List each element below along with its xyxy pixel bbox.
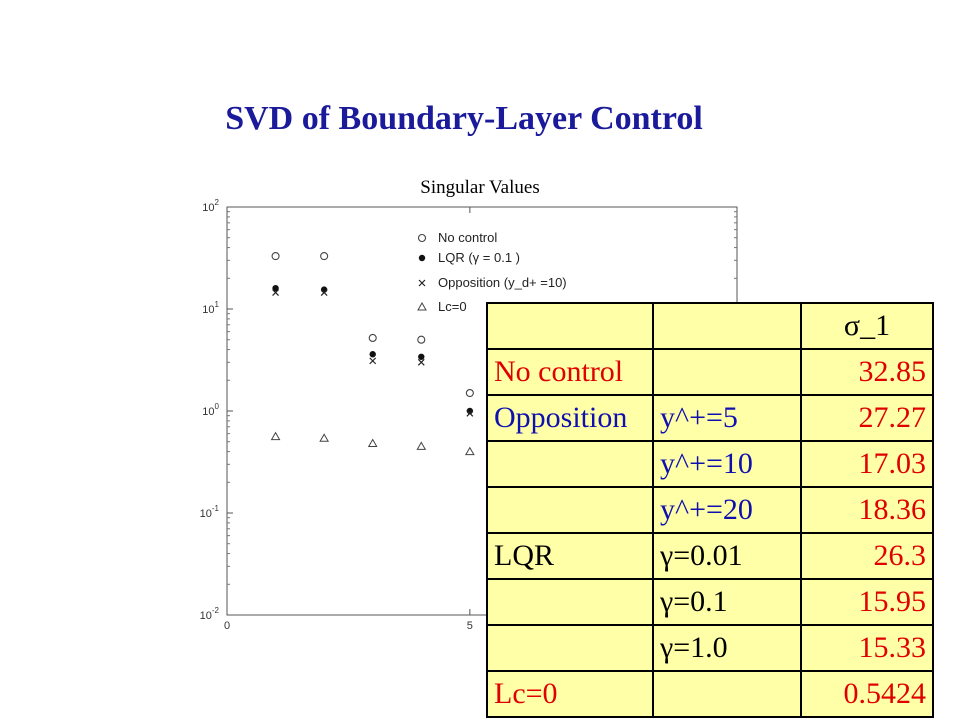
data-point-open-circle [466,390,473,397]
table-row [487,441,933,487]
table-cell-method [487,441,653,487]
table-cell-parameter [653,349,801,395]
plot-title: Singular Values [420,177,540,198]
table-cell-parameter: γ=0.1 [653,579,801,625]
table-cell-parameter: y^+=10 [653,441,801,487]
table-row [487,671,933,717]
data-point-open-circle [369,334,376,341]
data-point-triangle [369,440,377,447]
y-tick-exponent: 2 [214,198,219,207]
data-point-triangle [320,434,328,441]
data-point-cross [370,358,376,364]
x-tick-label: 0 [223,620,231,632]
table-row [487,579,933,625]
y-tick-exponent: 1 [214,300,219,309]
legend-label: No control [438,230,498,245]
data-point-filled-circle [370,351,376,357]
table-row [487,533,933,579]
table-row [487,625,933,671]
header-cell-blank [653,303,801,349]
y-tick-label: $10^{-2}$ [199,606,219,622]
data-point-open-circle [272,253,279,260]
table-cell-value: 27.27 [801,395,933,441]
results-table [486,302,934,718]
y-tick-exponent: 0 [214,402,219,411]
legend-label: LQR (γ = 0.1 ) [438,250,520,265]
table-cell-method: LQR [487,533,653,579]
table-header-row [487,303,933,349]
data-point-triangle [417,442,425,449]
table-cell-value: 17.03 [801,441,933,487]
table-cell-parameter: γ=0.01 [653,533,801,579]
y-tick-exponent: -2 [211,606,219,615]
table-cell-method: No control [487,349,653,395]
y-tick-label: $10^{-1}$ [199,504,219,520]
header-cell-sigma: σ_1 [801,303,933,349]
table-cell-value: 18.36 [801,487,933,533]
legend-label: Opposition (y_d+ =10) [438,275,567,290]
legend-marker-triangle [418,303,426,310]
table-cell-method [487,625,653,671]
table-cell-method [487,579,653,625]
y-tick-label: $10^2$ [202,198,219,214]
header-cell-blank [487,303,653,349]
table-cell-method [487,487,653,533]
table-cell-value: 15.33 [801,625,933,671]
table-cell-value: 0.5424 [801,671,933,717]
x-tick-label: 5 [466,620,473,632]
data-point-triangle [466,448,474,455]
table-cell-parameter: y^+=20 [653,487,801,533]
legend-marker-open-circle [419,235,426,242]
table-cell-method: Lc=0 [487,671,653,717]
table-cell-value: 32.85 [801,349,933,395]
table-cell-value: 15.95 [801,579,933,625]
table-cell-parameter [653,671,801,717]
data-point-open-circle [321,253,328,260]
data-point-open-circle [418,336,425,343]
table-row [487,349,933,395]
table-cell-parameter: γ=1.0 [653,625,801,671]
table-row [487,395,933,441]
legend-marker-filled-circle [419,255,425,261]
table-cell-parameter: y^+=5 [653,395,801,441]
legend-label: Lc=0 [438,299,467,314]
y-tick-exponent: -1 [211,504,219,513]
data-point-filled-circle [418,354,424,360]
data-point-triangle [272,433,280,440]
table-row [487,487,933,533]
legend-marker-cross [419,280,425,286]
y-tick-label: $10^0$ [202,402,219,418]
slide-title: SVD of Boundary-Layer Control [225,100,703,137]
table-cell-method: Opposition [487,395,653,441]
table-cell-value: 26.3 [801,533,933,579]
data-point-cross [418,359,424,365]
y-tick-label: $10^1$ [202,300,219,316]
